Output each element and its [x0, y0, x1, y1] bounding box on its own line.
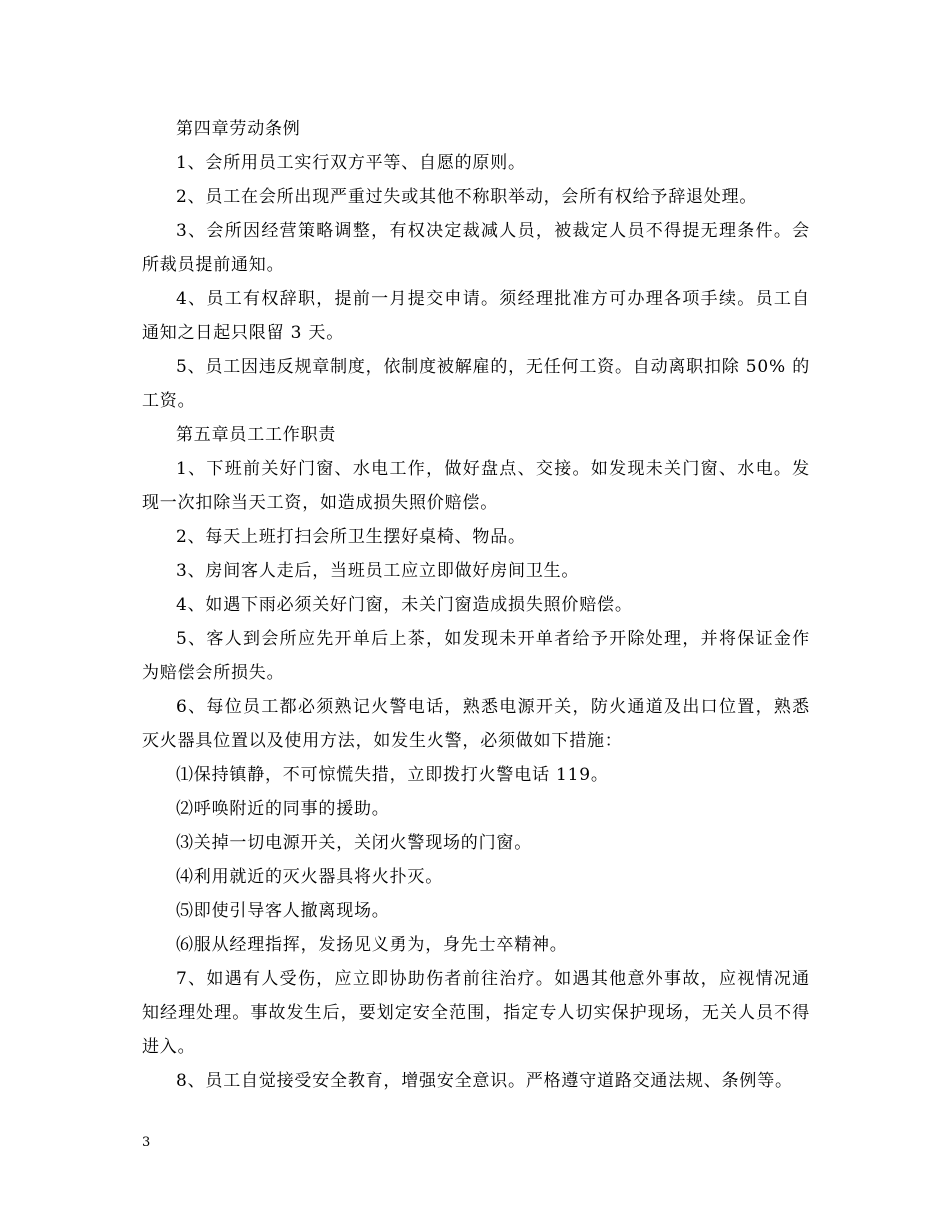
chapter-heading-5: 第五章员工工作职责 [176, 425, 337, 445]
paragraph: 4、员工有权辞职，提前一月提交申请。须经理批准方可办理各项手续。员工自通知之日起只限留 3 天。 [142, 289, 810, 343]
paragraph: 2、员工在会所出现严重过失或其他不称职举动，会所有权给予辞退处理。 [176, 187, 758, 207]
page-number: 3 [142, 1135, 151, 1150]
document-body [142, 112, 810, 1098]
list-item: ⑵呼唤附近的同事的援助。 [176, 799, 390, 819]
list-item: ⑴保持镇静，不可惊慌失措，立即拨打火警电话 119。 [176, 765, 609, 785]
list-item: ⑸即使引导客人撤离现场。 [176, 901, 390, 921]
paragraph: 5、员工因违反规章制度，依制度被解雇的，无任何工资。自动离职扣除 50% 的工资。 [142, 357, 810, 411]
paragraph: 6、每位员工都必须熟记火警电话，熟悉电源开关，防火通道及出口位置，熟悉灭火器具位置以及使用方法，如发生火警，必须做如下措施： [142, 697, 810, 751]
paragraph: 7、如遇有人受伤，应立即协助伤者前往治疗。如遇其他意外事故，应视情况通知经理处理。事故发生后，要划定安全范围，指定专人切实保护现场，无关人员不得进入。 [142, 969, 810, 1057]
paragraph: 8、员工自觉接受安全教育，增强安全意识。严格遵守道路交通法规、条例等。 [176, 1071, 793, 1091]
paragraph: 4、如遇下雨必须关好门窗，未关门窗造成损失照价赔偿。 [176, 595, 633, 615]
list-item: ⑷利用就近的灭火器具将火扑灭。 [176, 867, 443, 887]
paragraph: 2、每天上班打扫会所卫生摆好桌椅、物品。 [176, 527, 526, 547]
paragraph: 1、下班前关好门窗、水电工作，做好盘点、交接。如发现未关门窗、水电。发现一次扣除当天工资，如造成损失照价赔偿。 [142, 459, 810, 513]
paragraph: 3、房间客人走后，当班员工应立即做好房间卫生。 [176, 561, 580, 581]
paragraph: 3、会所因经营策略调整，有权决定裁减人员，被裁定人员不得提无理条件。会所裁员提前通知。 [142, 221, 810, 275]
list-item: ⑶关掉一切电源开关，关闭火警现场的门窗。 [176, 833, 532, 853]
list-item: ⑹服从经理指挥，发扬见义勇为，身先士卒精神。 [176, 935, 568, 955]
chapter-heading-4: 第四章劳动条例 [176, 119, 301, 139]
paragraph: 1、会所用员工实行双方平等、自愿的原则。 [176, 153, 526, 173]
paragraph: 5、客人到会所应先开单后上茶，如发现未开单者给予开除处理，并将保证金作为赔偿会所损失。 [142, 629, 810, 683]
